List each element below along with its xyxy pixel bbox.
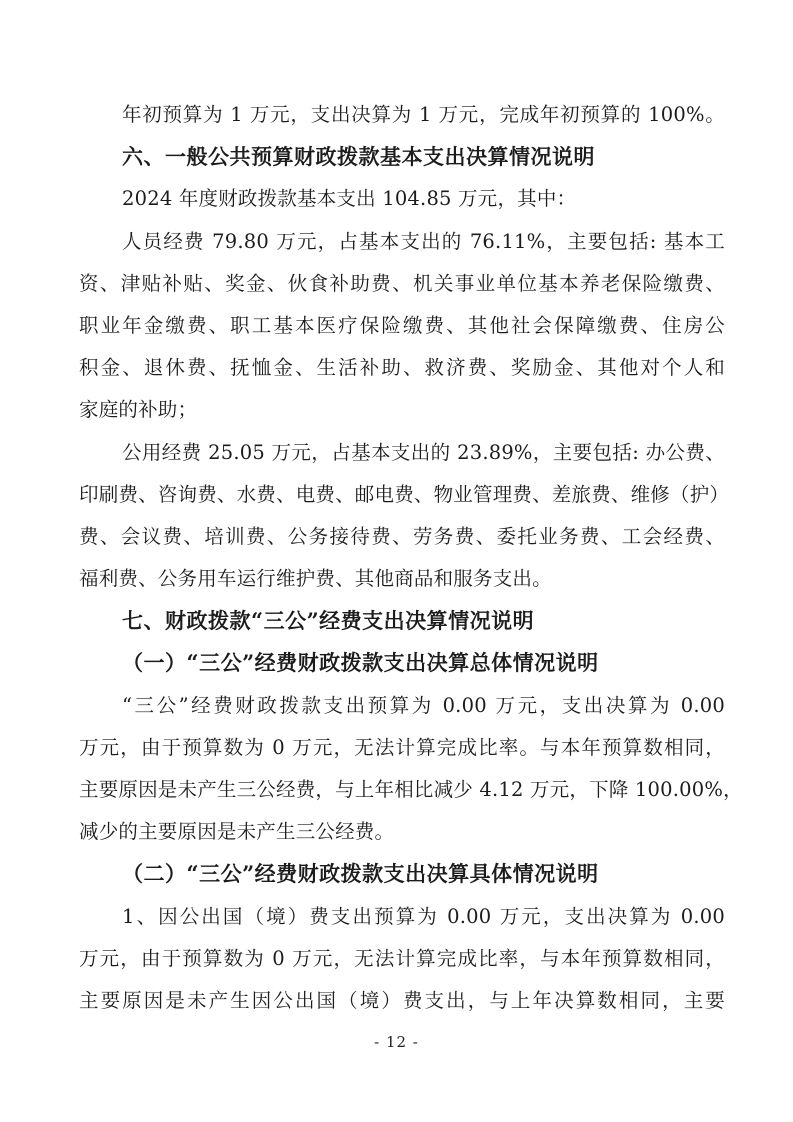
body-line: 福利费、公务用车运行维护费、其他商品和服务支出。	[79, 567, 552, 591]
body-line: 主要原因是未产生因公出国（境）费支出，与上年决算数相同，主要	[79, 988, 725, 1012]
body-line: 年初预算为 1 万元，支出决算为 1 万元，完成年初预算的 100%。	[122, 103, 725, 126]
body-line: 万元，由于预算数为 0 万元，无法计算完成比率，与本年预算数相同，	[79, 946, 725, 970]
body-line: 职业年金缴费、职工基本医疗保险缴费、其他社会保障缴费、住房公	[79, 313, 725, 337]
subsection-1-heading: （一）“三公”经费财政拨款支出决算总体情况说明	[122, 650, 599, 676]
body-line: 积金、退休费、抚恤金、生活补助、救济费、奖励金、其他对个人和	[79, 356, 725, 380]
section-6-heading: 六、一般公共预算财政拨款基本支出决算情况说明	[122, 144, 595, 170]
page-number: - 12 -	[374, 1033, 419, 1051]
body-line: 费、会议费、培训费、公务接待费、劳务费、委托业务费、工会经费、	[79, 524, 725, 548]
body-line: 印刷费、咨询费、水费、电费、邮电费、物业管理费、差旅费、维修（护）	[79, 482, 730, 506]
body-line: 公用经费 25.05 万元，占基本支出的 23.89%，主要包括: 办公费、	[122, 440, 725, 464]
body-line: 减少的主要原因是未产生三公经费。	[79, 820, 395, 844]
body-line: 主要原因是未产生三公经费，与上年相比减少 4.12 万元，下降 100.00%，	[79, 778, 743, 801]
subsection-2-heading: （二）“三公”经费财政拨款支出决算具体情况说明	[122, 861, 599, 887]
body-line: 人员经费 79.80 万元，占基本支出的 76.11%，主要包括: 基本工	[122, 229, 725, 253]
body-line: 万元，由于预算数为 0 万元，无法计算完成比率。与本年预算数相同，	[79, 735, 725, 759]
body-line: 1、因公出国（境）费支出预算为 0.00 万元，支出决算为 0.00	[122, 904, 725, 928]
body-line: “三公”经费财政拨款支出预算为 0.00 万元，支出决算为 0.00	[122, 693, 725, 717]
body-line: 家庭的补助；	[79, 398, 198, 422]
body-line: 2024 年度财政拨款基本支出 104.85 万元，其中：	[122, 187, 577, 211]
section-7-heading: 七、财政拨款“三公”经费支出决算情况说明	[122, 608, 535, 634]
document-body	[79, 94, 743, 1022]
body-line: 资、津贴补贴、奖金、伙食补助费、机关事业单位基本养老保险缴费、	[79, 271, 725, 295]
